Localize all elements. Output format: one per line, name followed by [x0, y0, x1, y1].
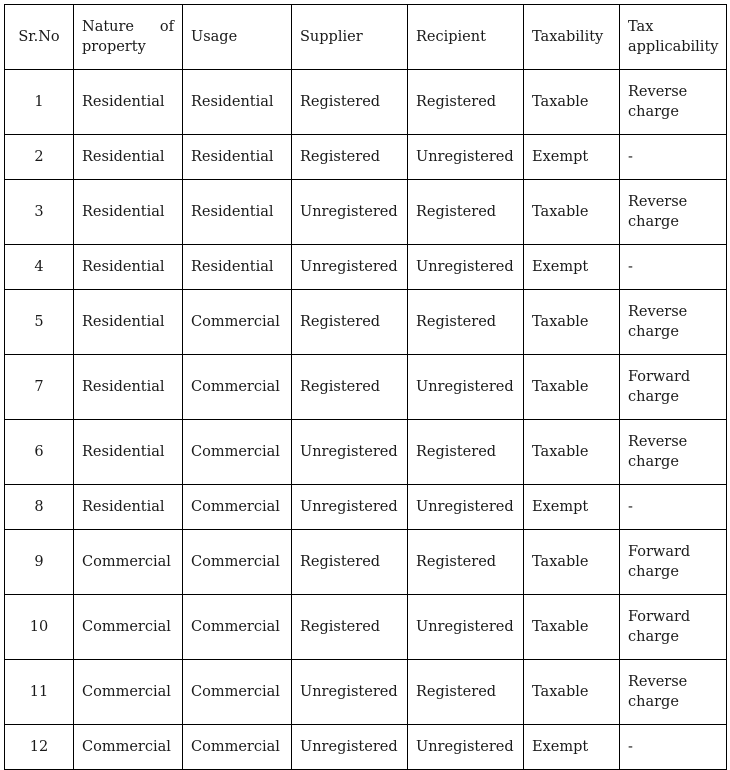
- cell-nature-of-property: Residential: [74, 245, 183, 290]
- table-row: [5, 290, 727, 355]
- cell-nature-of-property: Residential: [74, 485, 183, 530]
- cell-recipient: Registered: [408, 420, 524, 485]
- cell-usage: Commercial: [183, 290, 292, 355]
- table-row: [5, 530, 727, 595]
- header-recipient: Recipient: [408, 5, 524, 70]
- table-row: [5, 135, 727, 180]
- cell-tax-applicability: Forward charge: [620, 530, 727, 595]
- cell-taxability: Taxable: [524, 420, 620, 485]
- cell-nature-of-property: Residential: [74, 290, 183, 355]
- cell-taxability: Taxable: [524, 70, 620, 135]
- table-row: [5, 420, 727, 485]
- cell-supplier: Unregistered: [292, 485, 408, 530]
- table-row: [5, 485, 727, 530]
- table-row: [5, 245, 727, 290]
- cell-nature-of-property: Commercial: [74, 595, 183, 660]
- table-row: [5, 725, 727, 770]
- cell-tax-applicability: Forward charge: [620, 595, 727, 660]
- cell-nature-of-property: Residential: [74, 180, 183, 245]
- table-row: [5, 180, 727, 245]
- cell-tax-applicability: -: [620, 135, 727, 180]
- cell-nature-of-property: Residential: [74, 135, 183, 180]
- cell-supplier: Unregistered: [292, 420, 408, 485]
- cell-recipient: Registered: [408, 660, 524, 725]
- cell-usage: Commercial: [183, 420, 292, 485]
- cell-supplier: Unregistered: [292, 660, 408, 725]
- cell-sr-no: 7: [5, 355, 74, 420]
- cell-taxability: Exempt: [524, 135, 620, 180]
- cell-taxability: Taxable: [524, 530, 620, 595]
- cell-taxability: Taxable: [524, 180, 620, 245]
- table-row: [5, 595, 727, 660]
- cell-tax-applicability: Forward charge: [620, 355, 727, 420]
- cell-recipient: Registered: [408, 180, 524, 245]
- cell-usage: Residential: [183, 180, 292, 245]
- cell-tax-applicability: Reverse charge: [620, 420, 727, 485]
- header-supplier: Supplier: [292, 5, 408, 70]
- cell-sr-no: 3: [5, 180, 74, 245]
- cell-nature-of-property: Commercial: [74, 725, 183, 770]
- cell-sr-no: 12: [5, 725, 74, 770]
- table-row: [5, 70, 727, 135]
- header-usage: Usage: [183, 5, 292, 70]
- cell-sr-no: 4: [5, 245, 74, 290]
- header-sr-no: Sr.No: [5, 5, 74, 70]
- cell-recipient: Unregistered: [408, 135, 524, 180]
- cell-nature-of-property: Commercial: [74, 530, 183, 595]
- cell-taxability: Exempt: [524, 485, 620, 530]
- cell-sr-no: 6: [5, 420, 74, 485]
- cell-taxability: Exempt: [524, 245, 620, 290]
- header-tax-applicability: Tax applicability: [620, 5, 727, 70]
- cell-nature-of-property: Residential: [74, 355, 183, 420]
- cell-sr-no: 8: [5, 485, 74, 530]
- cell-supplier: Registered: [292, 290, 408, 355]
- cell-taxability: Taxable: [524, 660, 620, 725]
- property-tax-table: [4, 4, 727, 770]
- cell-usage: Residential: [183, 245, 292, 290]
- cell-tax-applicability: Reverse charge: [620, 290, 727, 355]
- cell-taxability: Taxable: [524, 355, 620, 420]
- header-nature-of-property: Nature of property: [74, 5, 183, 70]
- cell-usage: Commercial: [183, 530, 292, 595]
- cell-recipient: Unregistered: [408, 595, 524, 660]
- table-header-row: [5, 5, 727, 70]
- cell-recipient: Unregistered: [408, 245, 524, 290]
- cell-usage: Commercial: [183, 595, 292, 660]
- cell-usage: Commercial: [183, 485, 292, 530]
- cell-nature-of-property: Residential: [74, 420, 183, 485]
- cell-supplier: Registered: [292, 70, 408, 135]
- cell-sr-no: 11: [5, 660, 74, 725]
- cell-taxability: Taxable: [524, 290, 620, 355]
- header-taxability: Taxability: [524, 5, 620, 70]
- cell-nature-of-property: Residential: [74, 70, 183, 135]
- cell-tax-applicability: Reverse charge: [620, 180, 727, 245]
- cell-recipient: Registered: [408, 70, 524, 135]
- cell-tax-applicability: Reverse charge: [620, 660, 727, 725]
- cell-supplier: Unregistered: [292, 180, 408, 245]
- cell-supplier: Registered: [292, 135, 408, 180]
- cell-supplier: Unregistered: [292, 245, 408, 290]
- cell-taxability: Exempt: [524, 725, 620, 770]
- cell-sr-no: 10: [5, 595, 74, 660]
- cell-usage: Commercial: [183, 355, 292, 420]
- cell-usage: Residential: [183, 135, 292, 180]
- cell-recipient: Unregistered: [408, 355, 524, 420]
- cell-nature-of-property: Commercial: [74, 660, 183, 725]
- cell-tax-applicability: -: [620, 485, 727, 530]
- cell-taxability: Taxable: [524, 595, 620, 660]
- cell-sr-no: 9: [5, 530, 74, 595]
- cell-supplier: Registered: [292, 530, 408, 595]
- cell-supplier: Registered: [292, 355, 408, 420]
- cell-supplier: Unregistered: [292, 725, 408, 770]
- cell-usage: Commercial: [183, 660, 292, 725]
- cell-usage: Commercial: [183, 725, 292, 770]
- cell-recipient: Unregistered: [408, 485, 524, 530]
- table-row: [5, 355, 727, 420]
- cell-recipient: Registered: [408, 530, 524, 595]
- cell-supplier: Registered: [292, 595, 408, 660]
- cell-sr-no: 2: [5, 135, 74, 180]
- cell-recipient: Unregistered: [408, 725, 524, 770]
- cell-recipient: Registered: [408, 290, 524, 355]
- cell-sr-no: 1: [5, 70, 74, 135]
- cell-tax-applicability: Reverse charge: [620, 70, 727, 135]
- cell-sr-no: 5: [5, 290, 74, 355]
- cell-tax-applicability: -: [620, 245, 727, 290]
- cell-usage: Residential: [183, 70, 292, 135]
- cell-tax-applicability: -: [620, 725, 727, 770]
- table-row: [5, 660, 727, 725]
